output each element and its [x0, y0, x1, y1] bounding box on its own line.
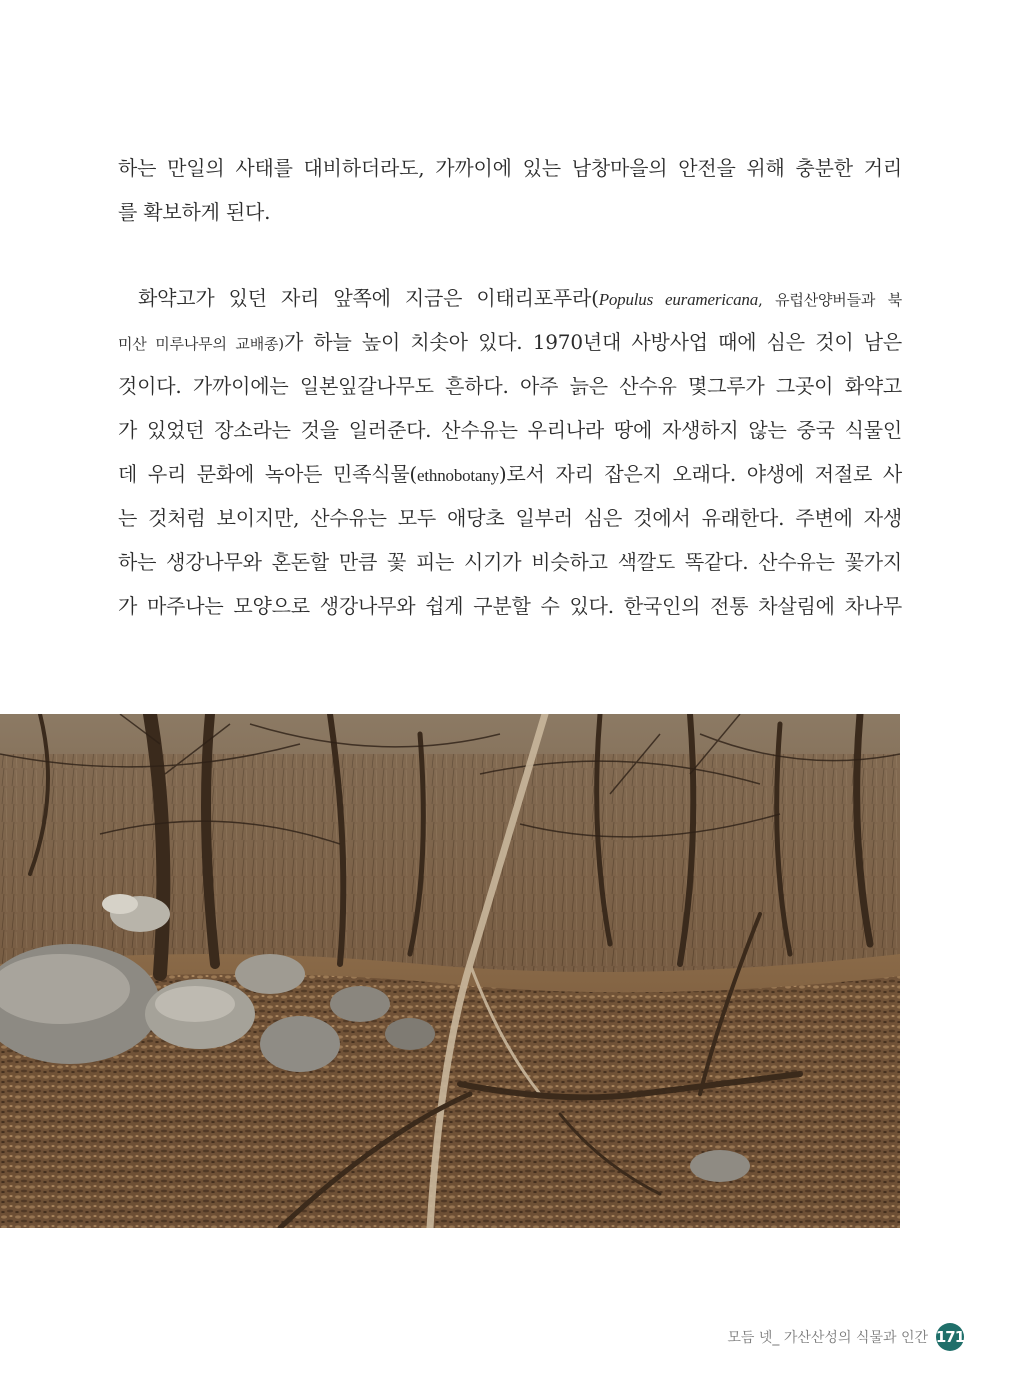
text-line: 가 있었던 장소라는 것을 일러준다. 산수유는 우리나라 땅에 자생하지 않는 중국 식물인: [118, 418, 902, 442]
text-fragment: )로서 자리 잡은지 오래다. 야생에 저절로 사: [498, 462, 903, 486]
text-line: [118, 320, 902, 364]
page-number-badge: 171: [936, 1323, 964, 1351]
page-footer: [727, 1322, 964, 1352]
paragraph-1: [118, 146, 902, 234]
text-fragment: 데 우리 문화에 녹아든 민족식물(: [118, 462, 418, 486]
paragraph-2: [118, 276, 902, 628]
text-line: [118, 452, 902, 496]
english-term: ethnobotany: [417, 466, 499, 485]
text-line: 는 것처럼 보이지만, 산수유는 모두 애당초 일부러 심은 것에서 유래한다. 주변에 자생: [118, 506, 902, 530]
text-fragment: 화약고가 있던 자리 앞쪽에 지금은 이태리포푸라(: [138, 286, 599, 310]
forest-photo-illustration: [0, 714, 900, 1228]
text-line: 하는 만일의 사태를 대비하더라도, 가까이에 있는 남창마을의 안전을 위해 충분한 거리: [118, 156, 902, 180]
text-fragment: 가 하늘 높이 치솟아 있다. 1970년대 사방사업 때에 심은 것이 남은: [283, 330, 902, 354]
text-line: 것이다. 가까이에는 일본잎갈나무도 흔하다. 아주 늙은 산수유 몇그루가 그곳이 화약고: [118, 374, 902, 398]
scientific-name: Populus euramericana: [598, 290, 759, 309]
text-line: 가 마주나는 모양으로 생강나무와 쉽게 구분할 수 있다. 한국인의 전통 차살림에 차나무: [118, 594, 902, 618]
text-fragment: , 유럽산양버들과 북: [758, 291, 902, 309]
running-footer-title: 모듬 넷_ 가산산성의 식물과 인간: [727, 1330, 928, 1346]
text-line: 를 확보하게 된다.: [118, 200, 271, 224]
text-line: [118, 276, 902, 320]
text-fragment: 미산 미루나무의 교배종): [118, 335, 284, 353]
forest-photo: [0, 714, 900, 1228]
text-line: 하는 생강나무와 혼돈할 만큼 꽃 피는 시기가 비슷하고 색깔도 똑같다. 산수유는 꽃가지: [118, 550, 902, 574]
